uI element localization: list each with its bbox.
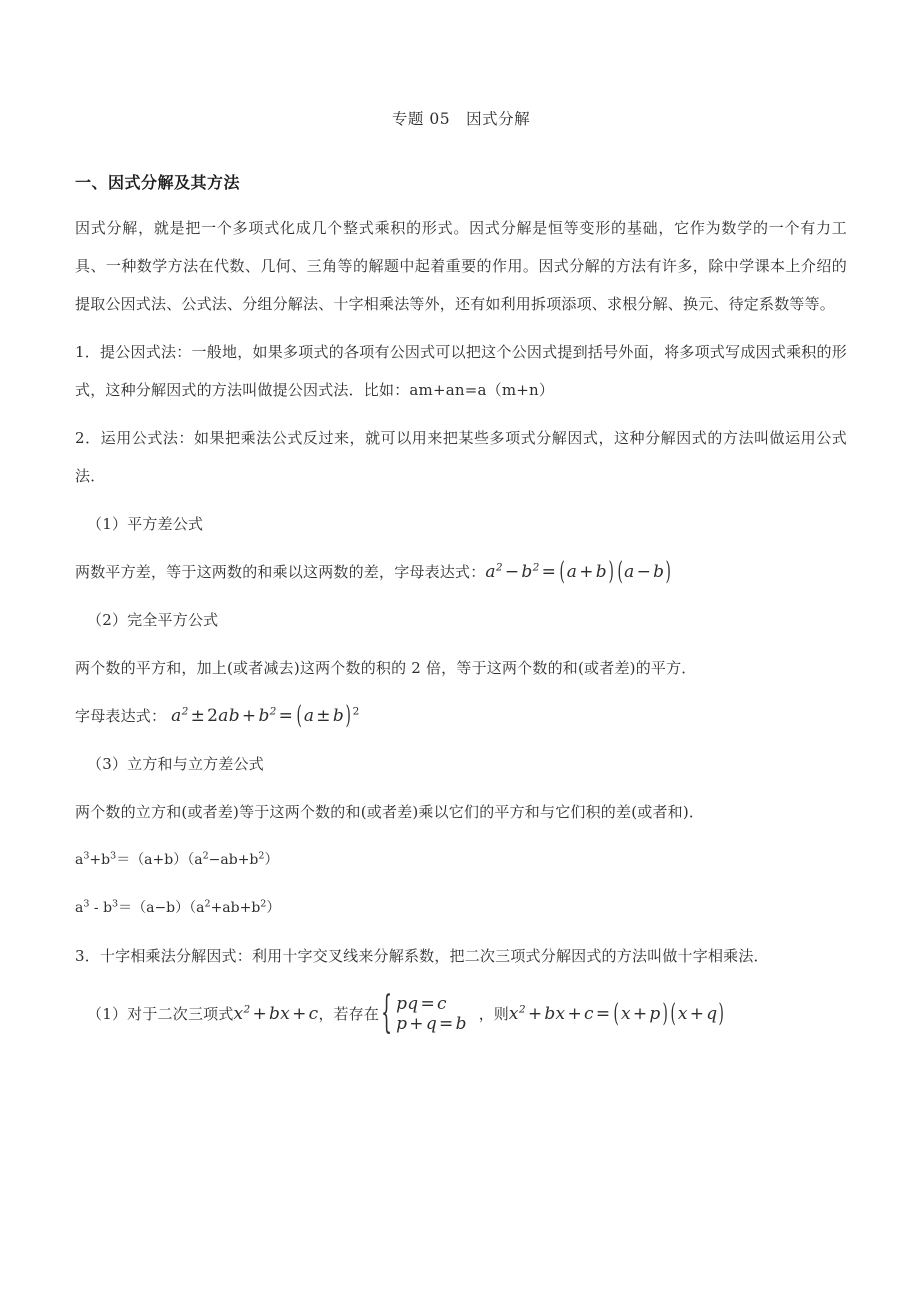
section-heading: 一、因式分解及其方法 <box>75 172 241 192</box>
formula-2-line <box>75 697 847 735</box>
system-of-equations <box>381 987 467 1040</box>
cube-sum-formula: $a^3+b^3=(a+b)(a^2-ab+b^2)$ <box>75 849 279 868</box>
left-brace-icon: { <box>381 987 393 1040</box>
quadratic-trinomial-expression: $x^2$ + bx + c <box>233 1002 319 1024</box>
then-label: 则 <box>493 1004 509 1023</box>
formula-3-description: 两个数的立方和(或者差)等于这两个数的和(或者差)乘以它们的平方和与它们积的差(或者和)． <box>75 802 705 821</box>
formula-2-prefix: 字母表达式： <box>75 706 167 725</box>
cube-difference-formula: $a^3 - b^3=(a-b)(a^2+ab+b^2)$ <box>75 897 281 916</box>
method-3-paragraph: 3．十字相乘法分解因式：利用十字交叉线来分解系数，把二次三项式分解因式的方法叫做十字相乘法． <box>75 946 769 965</box>
page-title <box>75 112 847 128</box>
method-1-paragraph: 1．提公因式法：一般地，如果多项式的各项有公因式可以把这个公因式提到括号外面，将多项式写成因式乘积的形式，这种分解因式的方法叫做提公因式法．比如：am+an=a（m+n） <box>75 342 847 399</box>
comma-1: ， <box>318 1004 334 1023</box>
intro-paragraph: 因式分解，就是把一个多项式化成几个整式乘积的形式。因式分解是恒等变形的基础，它作为数学的一个有力工具、一种数学方法在代数、几何、三角等的解题中起着重要的作用。因式分解的方法有许多，除中学课本上介绍的提取公因式法、公式法、分组分解法、十字相乘法等外，还有如利用拆项添项、求根分解、换元、待定系数等等。 <box>75 218 847 313</box>
formula-2-description: 两个数的平方和，加上(或者减去)这两个数的积的 2 倍，等于这两个数的和(或者差)的平方． <box>75 658 697 677</box>
title-prefix: 专题 05 <box>391 110 451 128</box>
method-2-paragraph: 2．运用公式法：如果把乘法公式反过来，就可以用来把某些多项式分解因式，这种分解因式的方法叫做运用公式法． <box>75 428 847 485</box>
formula-1-label: （1）平方差公式 <box>87 514 204 533</box>
formula-3-label: （3）立方和与立方差公式 <box>87 754 264 773</box>
formula-2-label: （2）完全平方公式 <box>87 610 219 629</box>
case-row-2: p + q = b <box>396 1013 467 1034</box>
document-content <box>75 0 847 1040</box>
case-row-1: pq = c <box>396 993 447 1014</box>
exists-label: 若存在 <box>333 1004 380 1023</box>
formula-1-text: 两数平方差，等于这两数的和乘以这两数的差，字母表达式： <box>75 562 486 581</box>
cross-item-prefix: （1）对于二次三项式 <box>87 1004 234 1023</box>
cross-method-item-1 <box>75 987 847 1040</box>
title-main: 因式分解 <box>466 110 531 128</box>
difference-of-squares-formula: $a^2 - b^2 = (a + b) (a - b)$ <box>485 556 672 586</box>
spacer <box>75 975 847 985</box>
factored-result-formula: $x^2$ + bx + c = (x + p) (x + q) <box>508 998 725 1028</box>
spacer <box>75 193 847 209</box>
comma-2: ， <box>478 1004 494 1023</box>
formula-1-line <box>75 553 847 591</box>
perfect-square-formula: $a^2 \pm 2ab + b^2 = (a \pm b)^2$ <box>171 700 360 730</box>
